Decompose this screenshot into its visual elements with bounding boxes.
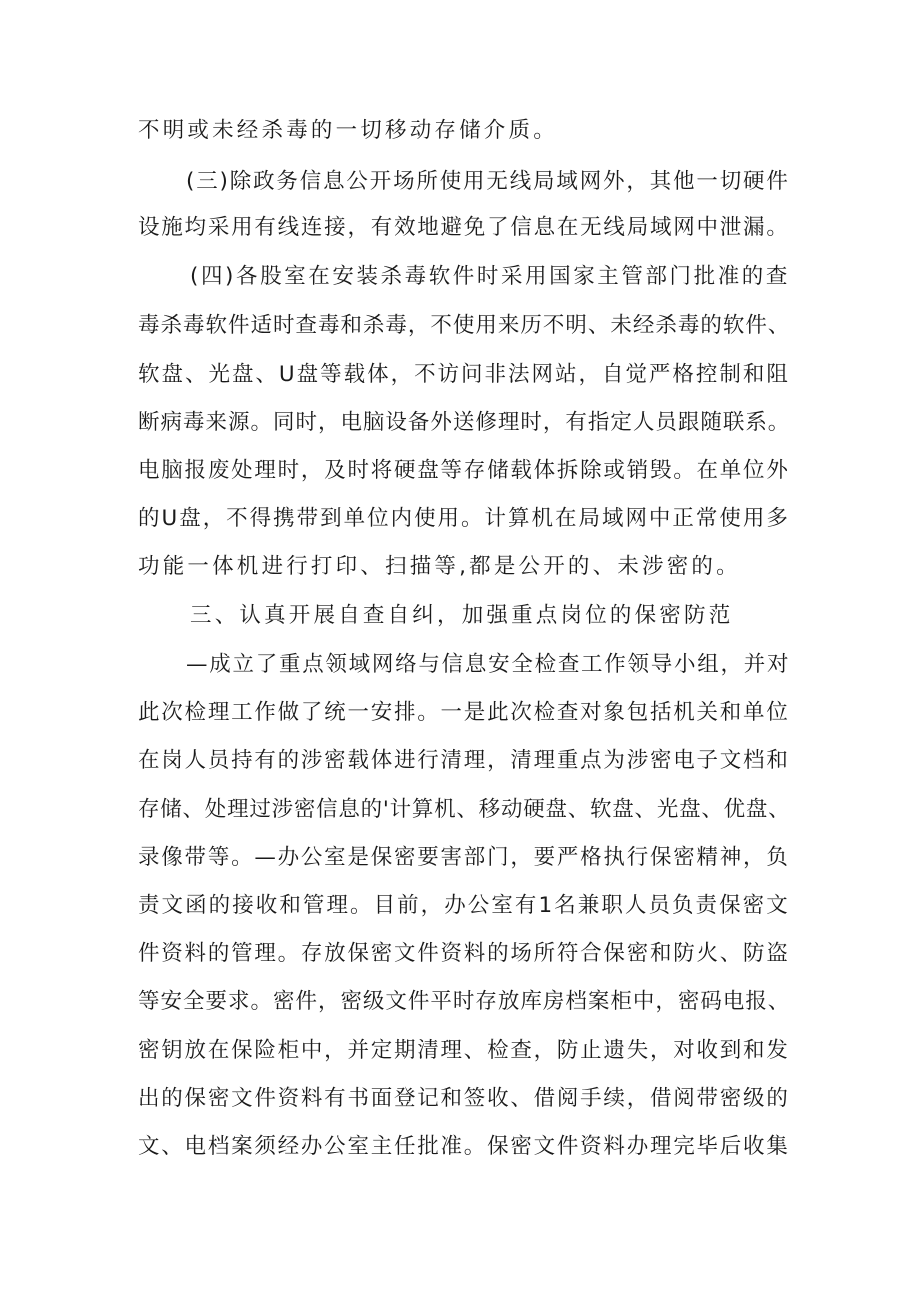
text-line: 毒杀毒软件适时查毒和杀毒，不使用来历不明、未经杀毒的软件、: [138, 313, 791, 338]
text-line: —成立了重点领域网络与信息安全检查工作领导小组，并对: [186, 652, 791, 677]
text-line: 责文函的接收和管理。目前，办公室有1名兼职人员负责保密文: [138, 893, 790, 918]
text-line: 录像带等。—办公室是保密要害部门，要严格执行保密精神，负: [138, 845, 790, 870]
text-line: 不明或未经杀毒的一切移动存储介质。: [138, 118, 558, 143]
text-line: 密钥放在保险柜中，并定期清理、检查，防止遗失，对收到和发: [138, 1038, 790, 1063]
text-line: 存储、处理过涉密信息的'计算机、移动硬盘、软盘、光盘、优盘、: [138, 797, 791, 822]
text-line: 在岗人员持有的涉密载体进行清理，清理重点为涉密电子文档和: [138, 748, 790, 773]
text-line: 功能一体机进行打印、扫描等,都是公开的、未涉密的。: [138, 554, 741, 579]
text-line: 文、电档案须经办公室主任批准。保密文件资料办理完毕后收集: [138, 1134, 790, 1159]
text-line: 此次检理工作做了统一安排。一是此次检查对象包括机关和单位: [138, 700, 790, 725]
text-line: 电脑报废处理时，及时将硬盘等存储载体拆除或销毁。在单位外: [138, 458, 790, 483]
text-line: 软盘、光盘、U盘等载体，不访问非法网站，自觉严格控制和阻: [138, 362, 790, 387]
text-line: 断病毒来源。同时，电脑设备外送修理时，有指定人员跟随联系。: [138, 410, 791, 435]
text-line: 等安全要求。密件，密级文件平时存放库房档案柜中，密码电报、: [138, 989, 791, 1014]
text-line: 件资料的管理。存放保密文件资料的场所符合保密和防火、防盗: [138, 941, 790, 966]
text-line: 设施均采用有线连接，有效地避免了信息在无线局域网中泄漏。: [138, 215, 790, 240]
section-heading: 三、认真开展自查自纠，加强重点岗位的保密防范: [190, 603, 734, 628]
text-line: 出的保密文件资料有书面登记和签收、借阅手续，借阅带密级的: [138, 1086, 790, 1111]
text-line: 的U盘，不得携带到单位内使用。计算机在局域网中正常使用多: [138, 506, 790, 531]
text-line: (三)除政务信息公开场所使用无线局域网外，其他一切硬件: [186, 169, 790, 194]
text-line: (四)各股室在安装杀毒软件时采用国家主管部门批准的查: [190, 264, 790, 289]
